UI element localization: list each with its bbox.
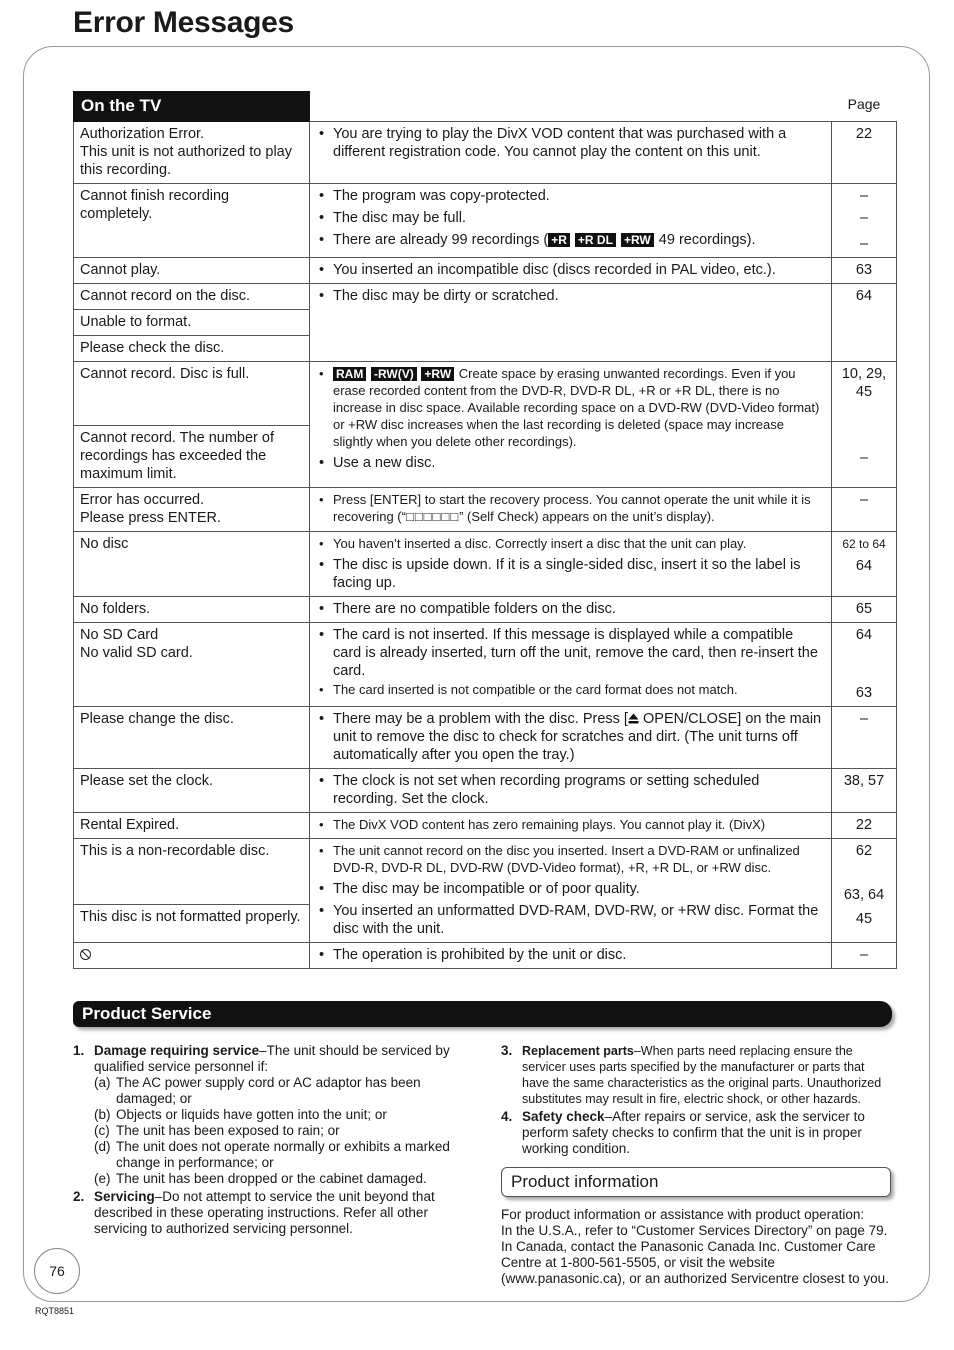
list-item: 1. Damage requiring service–The unit should be serviced by qualified service personnel if: (a) The AC power supply cord or AC adaptor has been damaged; or (b) Objects or liquids have gotten into the unit; or (c) The unit has been exposed to rain; or (d) The unit does not operate normally or exhibits a marked change in performance; or (e) The unit has been dropped or the cabinet damaged. (73, 1043, 453, 1187)
error-message: Cannot finish recording completely. (74, 183, 310, 257)
table-row (74, 942, 897, 968)
error-message: Cannot record. The number of recordings has exceeded the maximum limit. (74, 425, 310, 487)
eject-icon (628, 713, 639, 724)
list-item: (d) The unit does not operate normally or exhibits a marked change in performance; or (94, 1139, 450, 1170)
cause-item: • The disc may be dirty or scratched. (333, 287, 825, 305)
product-service-left-column (73, 1043, 453, 1239)
error-message: Unable to format. (74, 309, 310, 335)
disc-badge-minus-rw-v: -RW(V) (371, 367, 417, 381)
table-row (74, 596, 897, 622)
cause-item: • The card inserted is not compatible or the card format does not match. (333, 681, 825, 698)
page-ref: 63, 64 (843, 886, 885, 903)
error-messages-table (73, 91, 897, 969)
page-ref: – (859, 187, 869, 204)
cause-item: • Use a new disc. (333, 454, 825, 472)
error-message (74, 942, 310, 968)
cause-item: • The DivX VOD content has zero remaining plays. You cannot play it. (DivX) (333, 816, 825, 833)
list-item: (b) Objects or liquids have gotten into the unit; or (94, 1107, 387, 1122)
product-information-heading: Product information (501, 1167, 891, 1197)
page-ref: 38, 57 (843, 772, 885, 789)
table-row (74, 361, 897, 425)
cause-item: • RAM -RW(V) +RW Create space by erasing unwanted recordings. Even if you erase recorded content from the DVD-R, DVD-R DL, +R or +R DL, there is no increase in disc space. Available recording space on a DVD-RW (DVD-Video format) or +RW disc increases when the last recording is deleted (space may increase slightly when you delete other recordings). (333, 365, 825, 450)
list-item: 3. Replacement parts–When parts need replacing ensure the servicer uses parts specified by the manufacturer or parts that have the same characteristics as the original parts. Unauthorized substitutes may result in fire, electric shock, or other hazards. (501, 1043, 882, 1106)
table-row (74, 121, 897, 183)
error-message: This is a non-recordable disc. (74, 838, 310, 904)
product-service-heading: Product Service (73, 1001, 892, 1027)
list-item: 4. Safety check–After repairs or service, ask the servicer to perform safety checks to confirm that the unit is in proper working condition. (501, 1109, 865, 1156)
cause-item: • You haven’t inserted a disc. Correctly insert a disc that the unit can play. (333, 535, 825, 552)
cause-item: • You inserted an unformatted DVD-RAM, DVD-RW, or +RW disc. Format the disc with the unit. (333, 902, 825, 938)
product-service-right-column (501, 1043, 893, 1287)
page-ref: 64 (855, 557, 873, 574)
table-row (74, 838, 897, 904)
error-message: No disc (74, 531, 310, 596)
page-ref: 63 (855, 261, 873, 278)
page-ref: 45 (855, 910, 873, 927)
table-row (74, 706, 897, 768)
error-message: Please check the disc. (74, 335, 310, 361)
error-message: Error has occurred. Please press ENTER. (74, 487, 310, 531)
page-ref: 65 (855, 600, 873, 617)
list-item: (c) The unit has been exposed to rain; or (94, 1123, 340, 1138)
error-message: Please change the disc. (74, 706, 310, 768)
list-item: (a) The AC power supply cord or AC adaptor has been damaged; or (94, 1075, 421, 1106)
cause-item: • The program was copy-protected. (333, 187, 825, 205)
error-message: This disc is not formatted properly. (74, 904, 310, 942)
cause-item: • The clock is not set when recording programs or setting scheduled recording. Set the clock. (333, 772, 825, 808)
page-ref: – (859, 946, 869, 963)
error-message: Cannot play. (74, 257, 310, 283)
disc-badge-plus-rw: +RW (421, 367, 454, 381)
table-header-page: Page (832, 92, 897, 122)
list-item: 2. Servicing–Do not attempt to service the unit beyond that described in these operating instructions. Refer all other servicing to authorized servicing personnel. (73, 1189, 435, 1236)
table-row (74, 622, 897, 706)
disc-badge-plus-r: +R (548, 233, 570, 247)
cause-item: • The disc is upside down. If it is a single-sided disc, insert it so the label is facing up. (333, 556, 825, 592)
error-message: Authorization Error. This unit is not authorized to play this recording. (74, 121, 310, 183)
page-ref: 62 (855, 842, 873, 859)
page-ref: – (859, 235, 869, 252)
cause-item: • The card is not inserted. If this message is displayed while a compatible card is already inserted, turn off the unit, remove the card, then re-insert the card. (333, 626, 825, 680)
page-ref: 10, 29, 45 (841, 365, 887, 400)
cause-item: • You are trying to play the DivX VOD content that was purchased with a different registration code. You cannot play the content on this unit. (333, 125, 825, 161)
disc-badge-plus-r-dl: +R DL (575, 233, 616, 247)
table-row (74, 283, 897, 309)
page-ref: 64 (855, 626, 873, 643)
prohibited-icon (80, 949, 91, 960)
table-row (74, 257, 897, 283)
cause-item: • There may be a problem with the disc. Press [ OPEN/CLOSE] on the main unit to remove the disc to check for scratches and dirt. (The unit turns off automatically after you open the tray.) (333, 710, 825, 764)
cause-item: • There are no compatible folders on the disc. (333, 600, 825, 618)
page-title: Error Messages (73, 6, 294, 39)
document-code: RQT8851 (35, 1306, 75, 1316)
cause-item: • You inserted an incompatible disc (discs recorded in PAL video, etc.). (333, 261, 825, 279)
page-ref: 64 (855, 287, 873, 304)
page-number: 76 (34, 1248, 80, 1294)
page-ref: 22 (855, 816, 873, 833)
table-row (74, 768, 897, 812)
list-item: (e) The unit has been dropped or the cabinet damaged. (94, 1171, 427, 1186)
error-message: No folders. (74, 596, 310, 622)
table-row (74, 487, 897, 531)
cause-item: • The operation is prohibited by the unit or disc. (333, 946, 825, 964)
product-information-text: For product information or assistance with product operation: In the U.S.A., refer to “Customer Services Directory” on page 79. In Canada, contact the Panasonic Canada Inc. Customer Care Centre at 1-800-561-5505, or visit the website (www.panasonic.ca), or an authorized Servicentre closest to you. (501, 1207, 889, 1286)
page-ref: – (859, 491, 869, 508)
disc-badge-ram: RAM (333, 367, 366, 381)
error-message: Cannot record on the disc. (74, 283, 310, 309)
page-ref: 63 (855, 684, 873, 701)
cause-item: • The disc may be full. (333, 209, 825, 227)
table-row (74, 531, 897, 596)
page-ref: 22 (855, 125, 873, 142)
page-ref: – (859, 710, 869, 727)
cause-item: • The disc may be incompatible or of poor quality. (333, 880, 825, 898)
error-message: Cannot record. Disc is full. (74, 361, 310, 425)
error-message: Please set the clock. (74, 768, 310, 812)
disc-badge-plus-rw: +RW (621, 233, 654, 247)
page-ref: – (859, 449, 869, 466)
page-ref: – (859, 209, 869, 226)
cause-item: • Press [ENTER] to start the recovery process. You cannot operate the unit while it is recovering (“□□□□□□” (Self Check) appears on the unit’s display). (333, 491, 825, 525)
table-row (74, 183, 897, 257)
table-header-on-the-tv: On the TV (74, 92, 310, 122)
page-ref: 62 to 64 (842, 536, 886, 551)
cause-item: • The unit cannot record on the disc you inserted. Insert a DVD-RAM or unfinalized DVD-R, DVD-R DL, DVD-RW (DVD-Video format), +R, +R DL, or +RW disc. (333, 842, 825, 876)
unit-display-text: □□□□□□ (405, 508, 460, 524)
cause-item: • There are already 99 recordings ( +R +R DL +RW 49 recordings). (333, 231, 825, 249)
error-message: No SD Card No valid SD card. (74, 622, 310, 706)
table-row (74, 812, 897, 838)
error-message: Rental Expired. (74, 812, 310, 838)
